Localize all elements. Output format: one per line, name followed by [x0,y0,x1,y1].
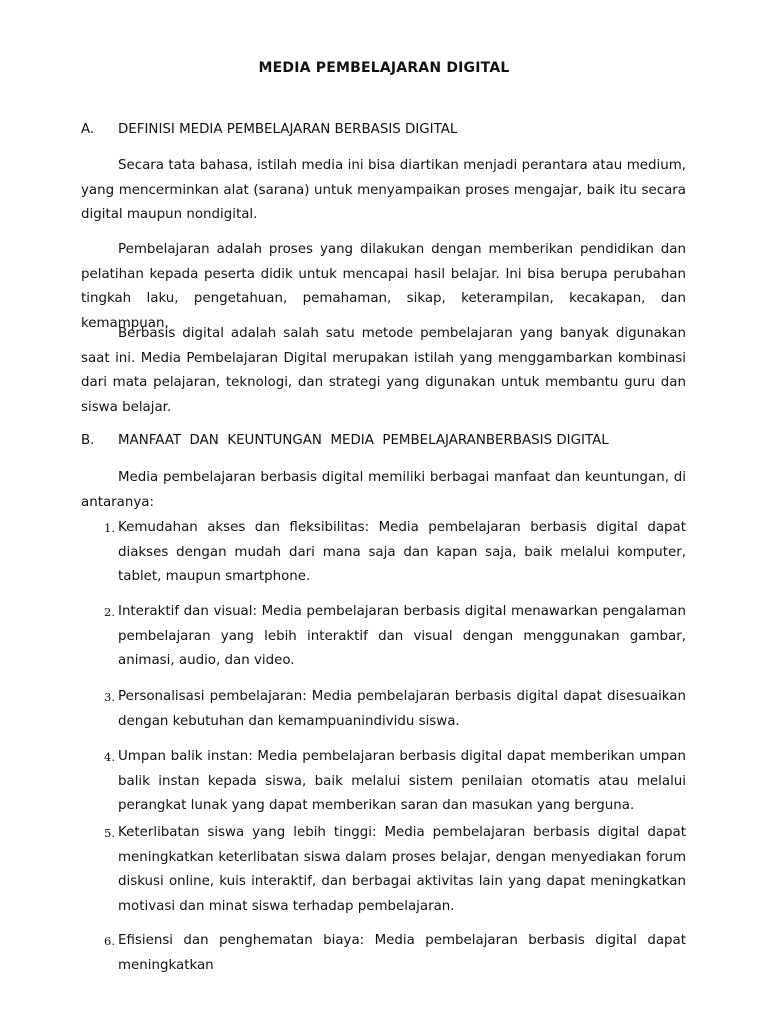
section-a-heading-text: DEFINISI MEDIA PEMBELAJARAN BERBASIS DIGITAL [118,122,458,137]
document-title: MEDIA PEMBELAJARAN DIGITAL [258,60,510,76]
list-item-number: 2. [104,605,115,619]
list-item [81,821,686,919]
list-item-number: 3. [104,690,115,704]
list-item [81,685,686,734]
section-a-letter: A. [81,122,95,137]
list-item-number: 1. [104,521,115,535]
list-item-text: Efisiensi dan penghematan biaya: Media pembelajaran berbasis digital dapat meningkatkan [118,933,686,973]
section-a-paragraph-1: Secara tata bahasa, istilah media ini bisa diartikan menjadi perantara atau medium, yang mencerminkan alat (sarana) untuk menyampaikan proses mengajar, baik itu secara digital maupun nondigital. [81,158,686,222]
section-b-letter: B. [81,433,95,448]
list-item [81,929,686,978]
list-item-text: Interaktif dan visual: Media pembelajaran berbasis digital menawarkan pengalaman pembelajaran yang lebih interaktif dan visual dengan menggunakan gambar, animasi, audio, dan video. [118,604,686,668]
list-item [81,600,686,674]
section-a-heading [81,120,691,140]
list-item-number: 4. [104,750,115,764]
list-item-number: 5. [104,826,115,840]
list-item [81,516,686,590]
section-a-paragraph-3: Berbasis digital adalah salah satu metode pembelajaran yang banyak digunakan saat ini. Media Pembelajaran Digital merupakan istilah yang menggambarkan kombinasi dari mata pelajaran, teknologi, dan strategi yang digunakan untuk membantu guru dan siswa belajar. [81,326,686,415]
list-item-text: Kemudahan akses dan fleksibilitas: Media pembelajaran berbasis digital dapat diakses dengan mudah dari mana saja dan kapan saja, baik melalui komputer, tablet, maupun smartphone. [118,520,686,584]
section-b-intro: Media pembelajaran berbasis digital memiliki berbagai manfaat dan keuntungan, di antaranya: [81,470,686,510]
list-item-text: Personalisasi pembelajaran: Media pembelajaran berbasis digital dapat disesuaikan dengan kebutuhan dan kemampuanindividu siswa. [118,689,686,729]
list-item-number: 6. [104,934,115,948]
section-b-heading-text: MANFAAT DAN KEUNTUNGAN MEDIA PEMBELAJARANBERBASIS DIGITAL [118,433,609,448]
list-item-text: Umpan balik instan: Media pembelajaran berbasis digital dapat memberikan umpan balik instan kepada siswa, baik melalui sistem penilaian otomatis atau melalui perangkat lunak yang dapat memberikan saran dan masukan yang berguna. [118,749,686,813]
list-item-text: Keterlibatan siswa yang lebih tinggi: Media pembelajaran berbasis digital dapat meningkatkan keterlibatan siswa dalam proses belajar, dengan menyediakan forum diskusi online, kuis interaktif, dan berbagai aktivitas lain yang dapat meningkatkan motivasi dan minat siswa terhadap pembelajaran. [118,825,686,914]
section-a-paragraph-2: Pembelajaran adalah proses yang dilakukan dengan memberikan pendidikan dan pelatihan kepada peserta didik untuk mencapai hasil belajar. Ini bisa berupa perubahan tingkah laku, pengetahuan, pemahaman, sikap, keterampilan, kecakapan, dan kemampuan. [81,242,686,331]
list-item [81,745,686,819]
section-b-heading [81,431,691,451]
